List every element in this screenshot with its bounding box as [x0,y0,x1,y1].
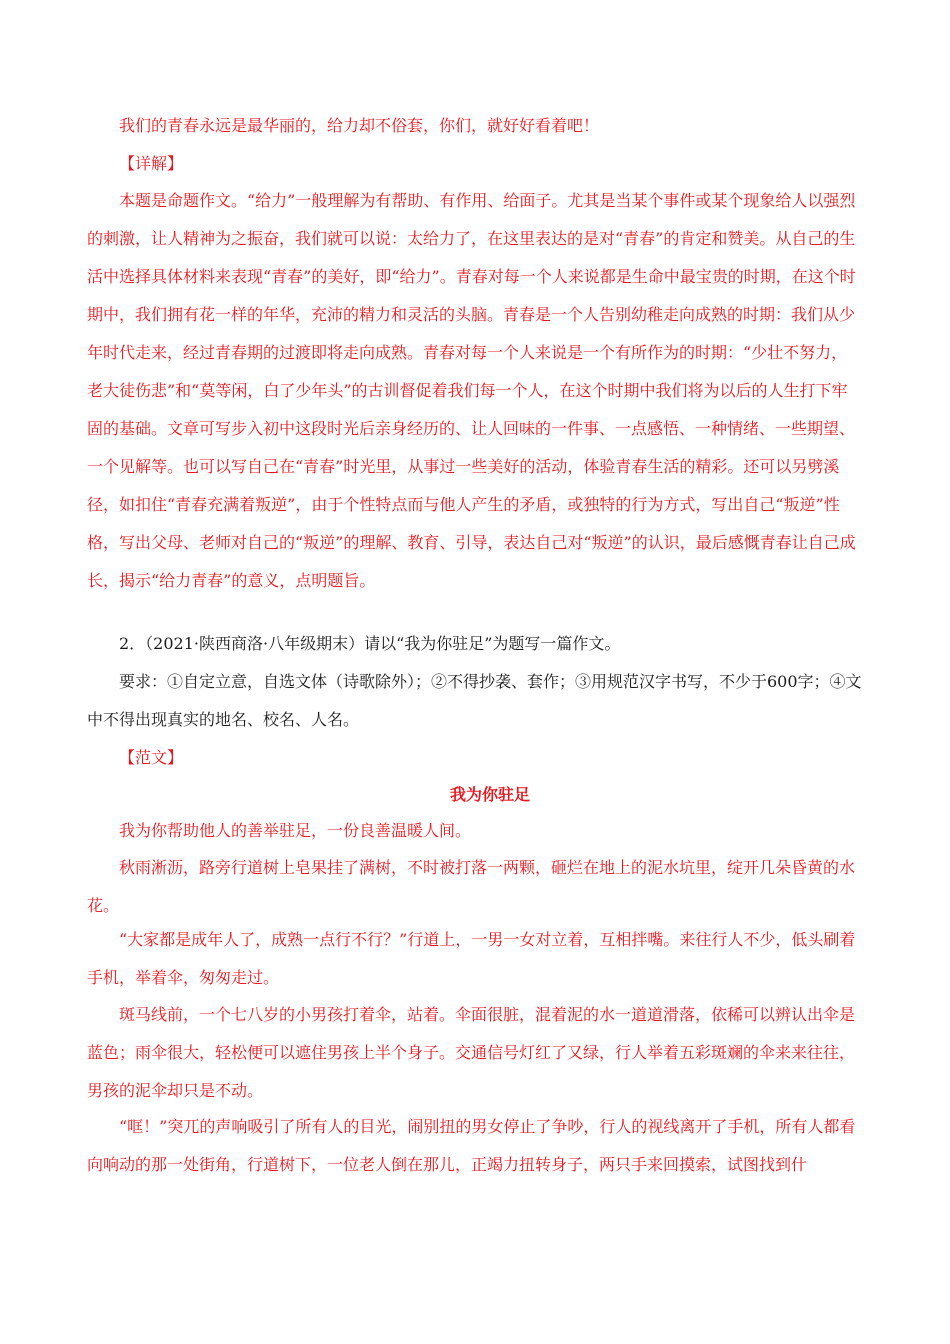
question-requirements: 要求：①自定立意，自选文体（诗歌除外）；②不得抄袭、套作；③用规范汉字书写，不少于600字；④文中不得出现真实的地名、校名、人名。 [87,672,862,729]
essay-paragraph: 我为你帮助他人的善举驻足，一份良善温暖人间。 [119,821,472,840]
essay-paragraph: 秋雨淅沥，路旁行道树上皂果挂了满树，不时被打落一两颗，砸烂在地上的泥水坑里，绽开几朵昏黄的水花。 [87,858,856,915]
detail-tag: 【详解】 [119,154,184,173]
essay-paragraph: “大家都是成年人了，成熟一点行不行？”行道上，一男一女对立着，互相拌嘴。来往行人不少，低头刷着手机，举着伞，匆匆走过。 [87,930,856,987]
question-prompt: 2．（2021·陕西商洛·八年级期末）请以“我为你驻足”为题写一篇作文。 [119,634,621,653]
prev-essay-closing: 我们的青春永远是最华丽的，给力却不俗套，你们，就好好看着吧！ [119,116,600,135]
essay-title: 我为你驻足 [449,785,530,804]
essay-paragraph: “哐！”突兀的声响吸引了所有人的目光，闹别扭的男女停止了争吵，行人的视线离开了手机，所有人都看向响动的那一处街角，行道树下，一位老人倒在那儿，正竭力扭转身子，两只手来回摸索，试图找到什 [87,1117,856,1174]
essay-paragraph: 斑马线前，一个七八岁的小男孩打着伞，站着。伞面很脏，混着泥的水一道道滑落，依稀可以辨认出伞是蓝色；雨伞很大，轻松便可以遮住男孩上半个身子。交通信号灯红了又绿，行人举着五彩斑斓的伞来来往往，男孩的泥伞却只是不动。 [87,1005,856,1100]
detail-text: 本题是命题作文。“给力”一般理解为有帮助、有作用、给面子。尤其是当某个事件或某个现象给人以强烈的刺激，让人精神为之振奋，我们就可以说：太给力了，在这里表达的是对“青春”的肯定和赞美。从自己的生活中选择具体材料来表现“青春”的美好，即“给力”。青春对每一个人来说都是生命中最宝贵的时期，在这个时期中，我们拥有花一样的年华，充沛的精力和灵活的头脑。青春是一个人告别幼稚走向成熟的时期：我们从少年时代走来，经过青春期的过渡即将走向成熟。青春对每一个人来说是一个有所作为的时期：“少壮不努力，老大徒伤悲”和“莫等闲，白了少年头”的古训督促着我们每一个人，在这个时期中我们将为以后的人生打下牢固的基础。文章可写步入初中这段时光后亲身经历的、让人回味的一件事、一点感悟、一种情绪、一些期望、一个见解等。也可以写自己在“青春”时光里，从事过一些美好的活动，体验青春生活的精彩。还可以另劈溪径，如扣住“青春充满着叛逆”，由于个性特点而与他人产生的矛盾，或独特的行为方式，写出自己“叛逆”性格，写出父母、老师对自己的“叛逆”的理解、教育、引导，表达自己对“叛逆”的认识，最后感慨青春让自己成长，揭示“给力青春”的意义，点明题旨。 [87,191,856,590]
model-essay-tag: 【范文】 [119,748,184,767]
